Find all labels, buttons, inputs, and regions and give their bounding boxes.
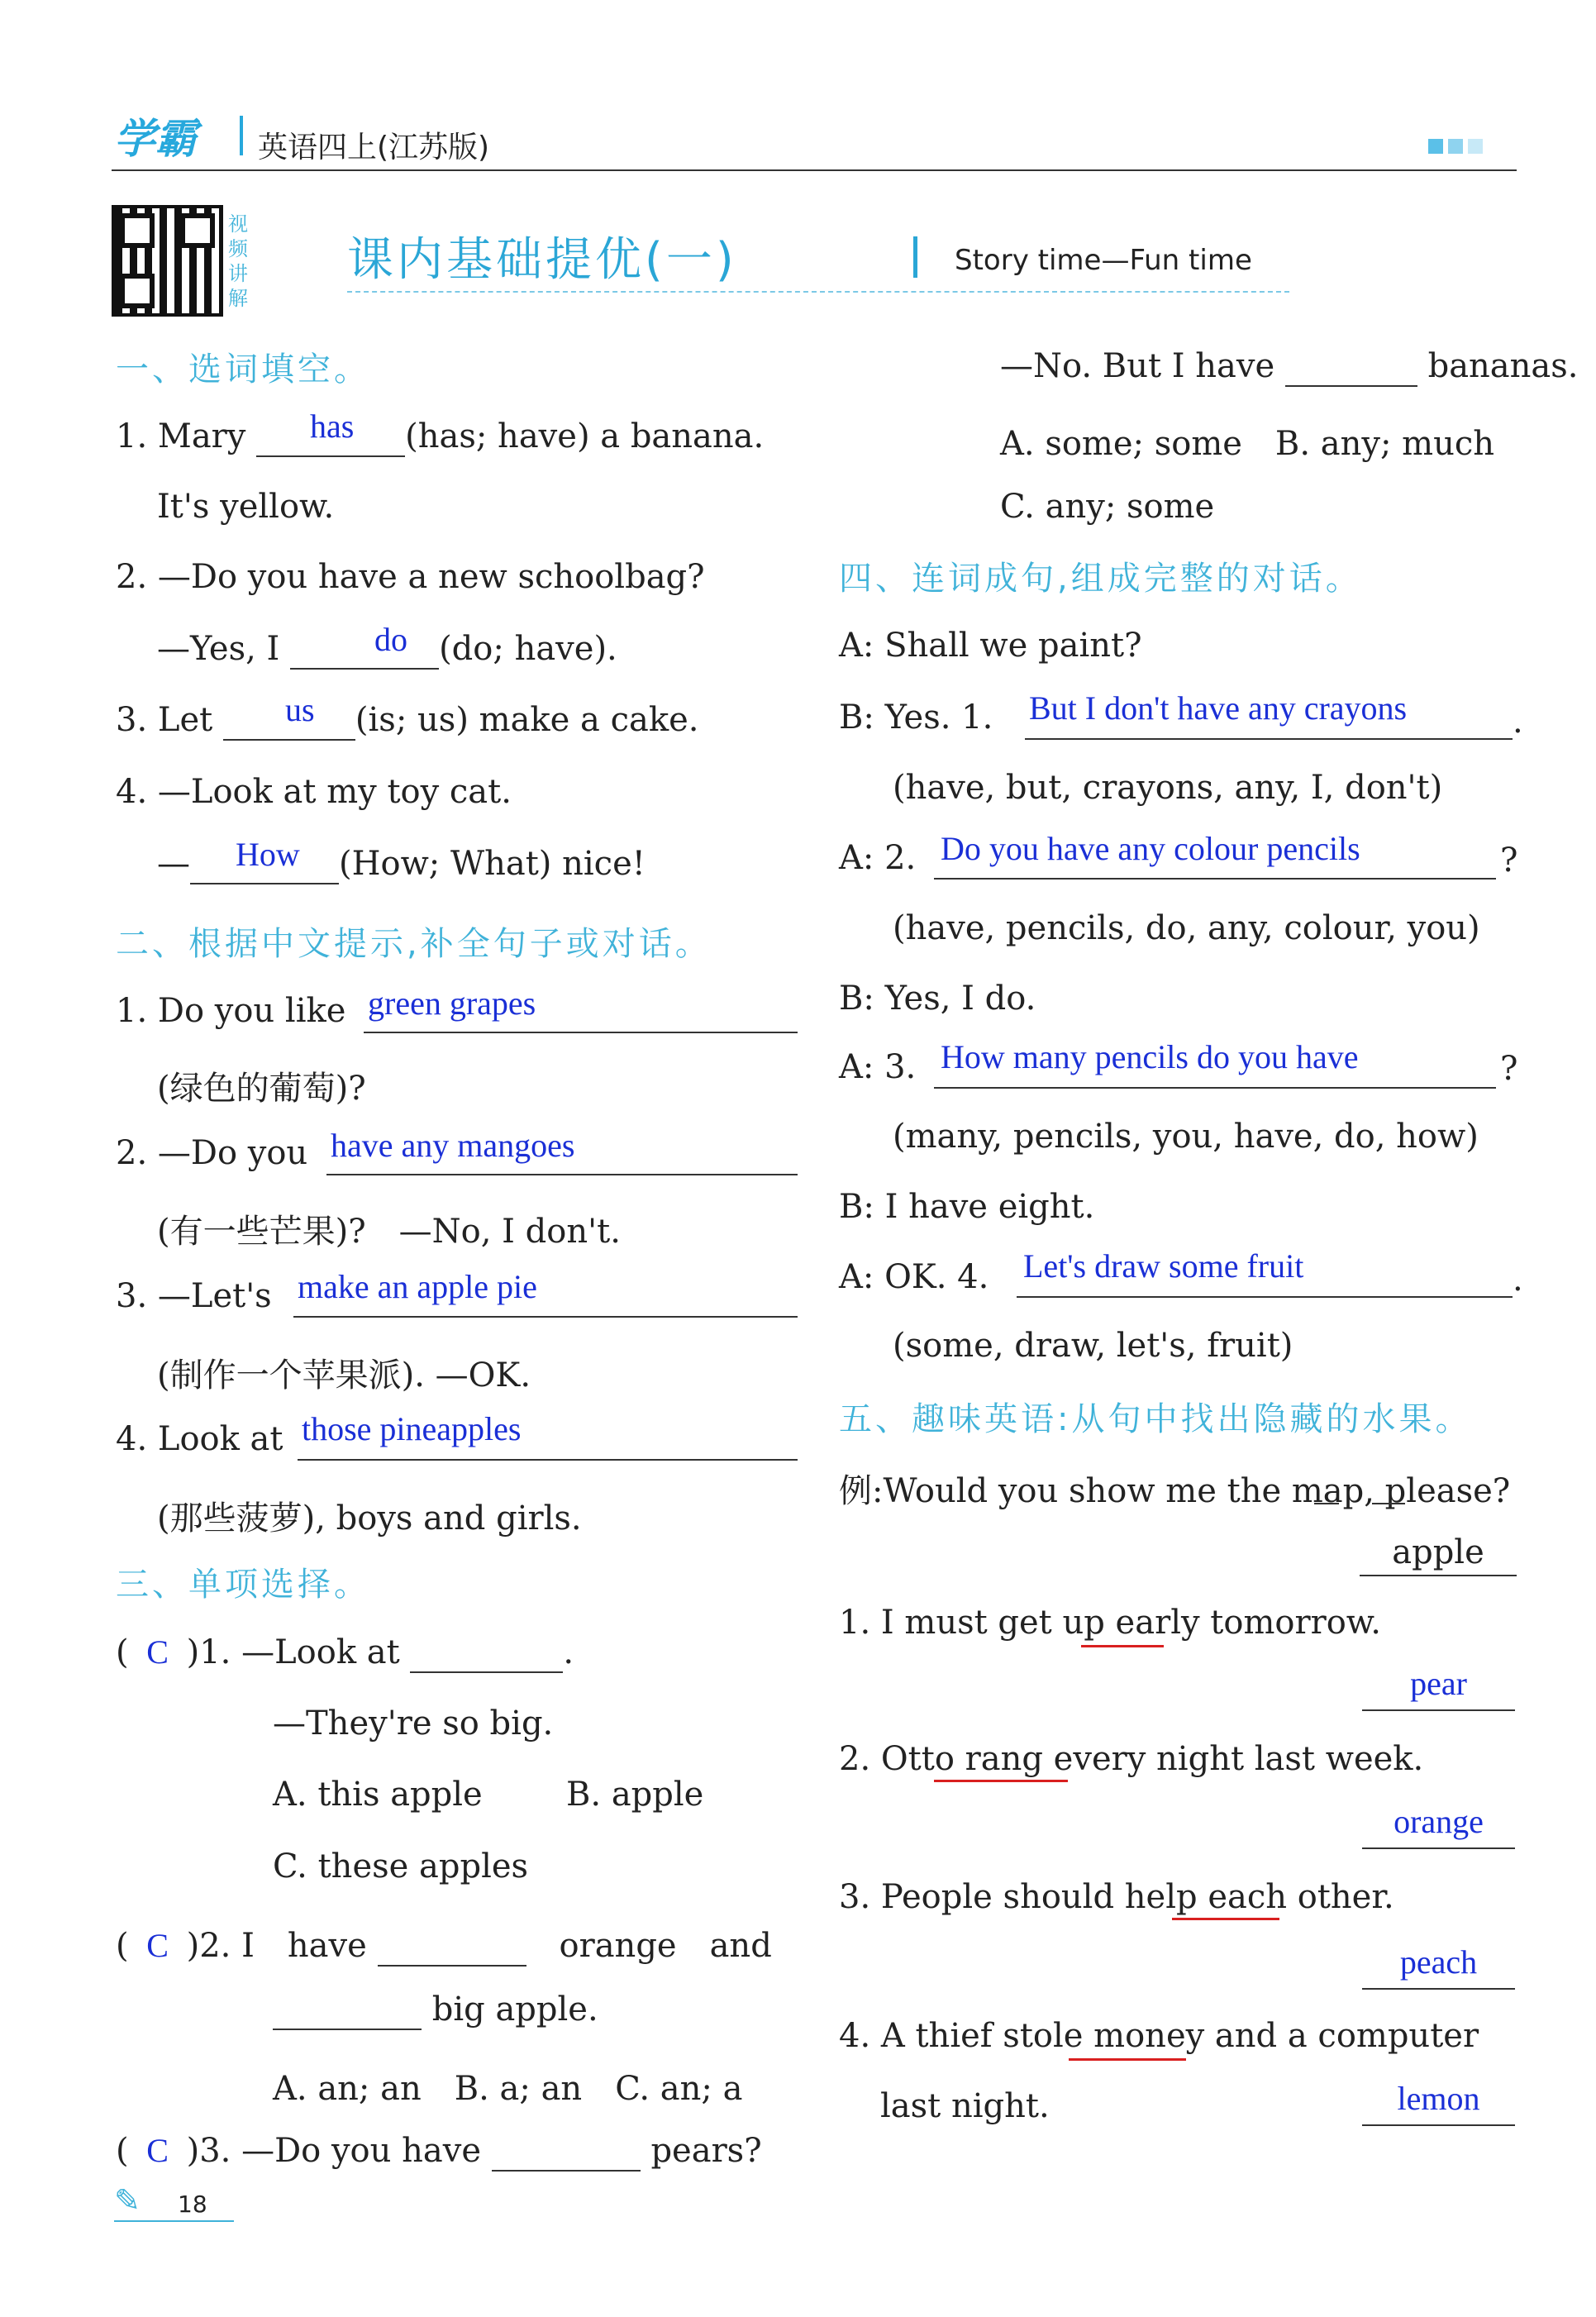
sec2-q3: 3. —Let's	[116, 1277, 272, 1315]
title-bar	[913, 236, 917, 278]
sec1-q3: 3. Let (is; us) make a cake.	[116, 701, 699, 739]
sec3-q1-blank[interactable]	[410, 1633, 563, 1673]
sec3-q3-options-ab: A. some; some B. any; much	[1000, 425, 1495, 463]
sec4-q2-end: ?	[1500, 841, 1518, 880]
sec4-q4-end: .	[1513, 1261, 1523, 1299]
sec1-q1-cont: It's yellow.	[157, 488, 335, 526]
example-underline-map	[1314, 1503, 1339, 1504]
sec4-q1-hint: (have, but, crayons, any, I, don't)	[893, 769, 1443, 807]
sec2-q4-blank[interactable]	[298, 1459, 798, 1461]
title-dotted-rule	[347, 291, 1289, 293]
sec2-q1-answer: green grapes	[368, 984, 536, 1022]
sec2-q2-blank[interactable]	[326, 1174, 798, 1175]
sec4-q4-answer: Let's draw some fruit	[1023, 1247, 1304, 1285]
sec4-q1-answer: But I don't have any crayons	[1029, 689, 1408, 727]
logo: 学霸	[114, 115, 197, 163]
sec3-q1-option-b: B. apple	[566, 1776, 704, 1814]
sec2-q1: 1. Do you like	[116, 992, 346, 1030]
sec3-q2-cont: big apple.	[273, 1990, 598, 2030]
sec3-q3: ( C )3. —Do you have pears?	[116, 2132, 762, 2170]
sec5-q1-rule[interactable]	[1362, 1709, 1515, 1711]
sec3-q2-blank-1[interactable]	[378, 1927, 526, 1967]
section-3-title: 三、单项选择。	[116, 1566, 370, 1604]
qr-code-icon[interactable]	[112, 205, 223, 317]
sec2-q3-blank[interactable]	[293, 1316, 798, 1318]
sec5-q4a: 4. A thief stole money and a computer	[839, 2017, 1479, 2055]
sec4-q2-answer: Do you have any colour pencils	[941, 830, 1360, 867]
sec4-q3-blank[interactable]	[934, 1087, 1496, 1089]
logo-divider	[240, 116, 243, 155]
section-1-title: 一、选词填空。	[116, 350, 370, 389]
qr-label: 视频讲解	[228, 212, 248, 310]
sec5-q2-rule[interactable]	[1362, 1847, 1515, 1849]
sec3-q2-options: A. an; an B. a; an C. an; a	[273, 2070, 743, 2108]
sec5-example-rule	[1360, 1575, 1517, 1576]
sec5-q2-mark	[934, 1780, 1068, 1782]
header-squares-icon	[1428, 139, 1483, 157]
sec1-q4-answer: How	[236, 836, 300, 873]
sec5-q4-mark	[1069, 2058, 1186, 2061]
sec3-q3-reply: —No. But I have bananas.	[1000, 347, 1579, 385]
sec1-q2-answer: do	[374, 621, 407, 658]
sec4-q4-hint: (some, draw, let's, fruit)	[893, 1327, 1293, 1365]
sec2-q3-answer: make an apple pie	[298, 1268, 537, 1305]
section-5-title: 五、趣味英语:从句中找出隐藏的水果。	[839, 1400, 1472, 1438]
sec4-q2-hint: (have, pencils, do, any, colour, you)	[893, 909, 1480, 947]
pencil-icon: ✎	[114, 2182, 141, 2219]
sec4-q2-blank[interactable]	[934, 878, 1496, 880]
section-2-title: 二、根据中文提示,补全句子或对话。	[116, 925, 712, 963]
sec2-q2-answer: have any mangoes	[331, 1127, 575, 1164]
sec3-q1: ( C )1. —Look at .	[116, 1633, 574, 1671]
sec1-q4b: — (How; What) nice!	[157, 845, 646, 883]
sec2-q4-hint: (那些菠萝), boys and girls.	[157, 1499, 582, 1538]
sec4-q3-end: ?	[1500, 1050, 1518, 1088]
sec3-q1-option-c: C. these apples	[273, 1847, 529, 1886]
sec3-q1-answer: C	[146, 1633, 169, 1671]
sec4-line-5: A: 3.	[839, 1048, 917, 1086]
sec3-q3-reply-blank[interactable]	[1285, 347, 1417, 387]
sec3-q3-answer: C	[146, 2132, 169, 2169]
sec5-example: 例:Would you show me the map, please?	[839, 1472, 1511, 1510]
sec4-q4-blank[interactable]	[1017, 1296, 1513, 1298]
sec1-q1-answer: has	[310, 408, 355, 445]
sec4-line-3: A: 2.	[839, 839, 917, 877]
sec5-q3-answer: peach	[1399, 1943, 1478, 1981]
sec2-q1-blank[interactable]	[364, 1032, 798, 1033]
section-4-title: 四、连词成句,组成完整的对话。	[839, 560, 1362, 598]
sec5-q1: 1. I must get up early tomorrow.	[839, 1604, 1381, 1642]
sec5-q2-answer: orange	[1394, 1803, 1484, 1840]
sec5-q1-mark	[1081, 1645, 1164, 1647]
sec4-line-2: B: Yes. 1.	[839, 698, 993, 737]
sec4-q1-blank[interactable]	[1025, 738, 1513, 740]
sec4-line-6: B: I have eight.	[839, 1188, 1095, 1226]
sec5-q4-answer: lemon	[1397, 2080, 1480, 2117]
sec4-line-1: A: Shall we paint?	[839, 627, 1142, 665]
sec5-example-answer: apple	[1392, 1533, 1484, 1571]
sec1-q3-answer: us	[285, 691, 315, 728]
page-number: 18	[178, 2191, 207, 2218]
sec1-q1: 1. Mary (has; have) a banana.	[116, 417, 765, 455]
sec1-q2b: —Yes, I (do; have).	[157, 630, 617, 668]
sec2-q1-hint: (绿色的葡萄)?	[157, 1070, 366, 1108]
sec2-q2-hint: (有一些芒果)? —No, I don't.	[157, 1213, 621, 1251]
sec5-q3-rule[interactable]	[1362, 1988, 1515, 1990]
sec5-q3: 3. People should help each other.	[839, 1878, 1394, 1916]
lesson-title: 课内基础提优(一)	[347, 233, 737, 287]
sec3-q3-option-c: C. any; some	[1000, 488, 1215, 526]
sec5-q3-mark	[1172, 1918, 1279, 1920]
sec4-q3-answer: How many pencils do you have	[941, 1038, 1359, 1075]
sec2-q2: 2. —Do you	[116, 1134, 308, 1172]
header-rule	[112, 169, 1517, 171]
lesson-subtitle: Story time—Fun time	[955, 244, 1252, 277]
example-underline-please	[1372, 1503, 1405, 1504]
sec3-q2-blank-2[interactable]	[273, 1990, 422, 2030]
sec1-q2-blank[interactable]	[290, 630, 439, 670]
sec5-q4b: last night.	[880, 2087, 1050, 2125]
book-title: 英语四上(江苏版)	[258, 131, 490, 164]
sec4-line-7: A: OK. 4.	[839, 1258, 989, 1296]
footer-rule	[114, 2220, 234, 2222]
sec5-q1-answer: pear	[1410, 1665, 1467, 1702]
sec1-q2a: 2. —Do you have a new schoolbag?	[116, 558, 705, 596]
sec5-q2: 2. Otto rang every night last week.	[839, 1740, 1424, 1778]
sec1-q4a: 4. —Look at my toy cat.	[116, 773, 512, 811]
sec4-q1-end: .	[1513, 703, 1523, 741]
sec2-q3-hint: (制作一个苹果派). —OK.	[157, 1356, 531, 1394]
sec2-q4-answer: those pineapples	[302, 1410, 522, 1447]
sec5-q4-rule[interactable]	[1362, 2124, 1515, 2126]
sec3-q2: ( C )2. I have orange and	[116, 1927, 772, 1965]
sec2-q4: 4. Look at	[116, 1420, 283, 1458]
sec4-q3-hint: (many, pencils, you, have, do, how)	[893, 1118, 1479, 1156]
sec3-q2-answer: C	[146, 1927, 169, 1964]
sec3-q3-blank[interactable]	[492, 2132, 641, 2172]
sec3-q1-option-a: A. this apple	[273, 1776, 483, 1814]
sec4-line-4: B: Yes, I do.	[839, 980, 1036, 1018]
sec3-q1-reply: —They're so big.	[273, 1704, 554, 1743]
